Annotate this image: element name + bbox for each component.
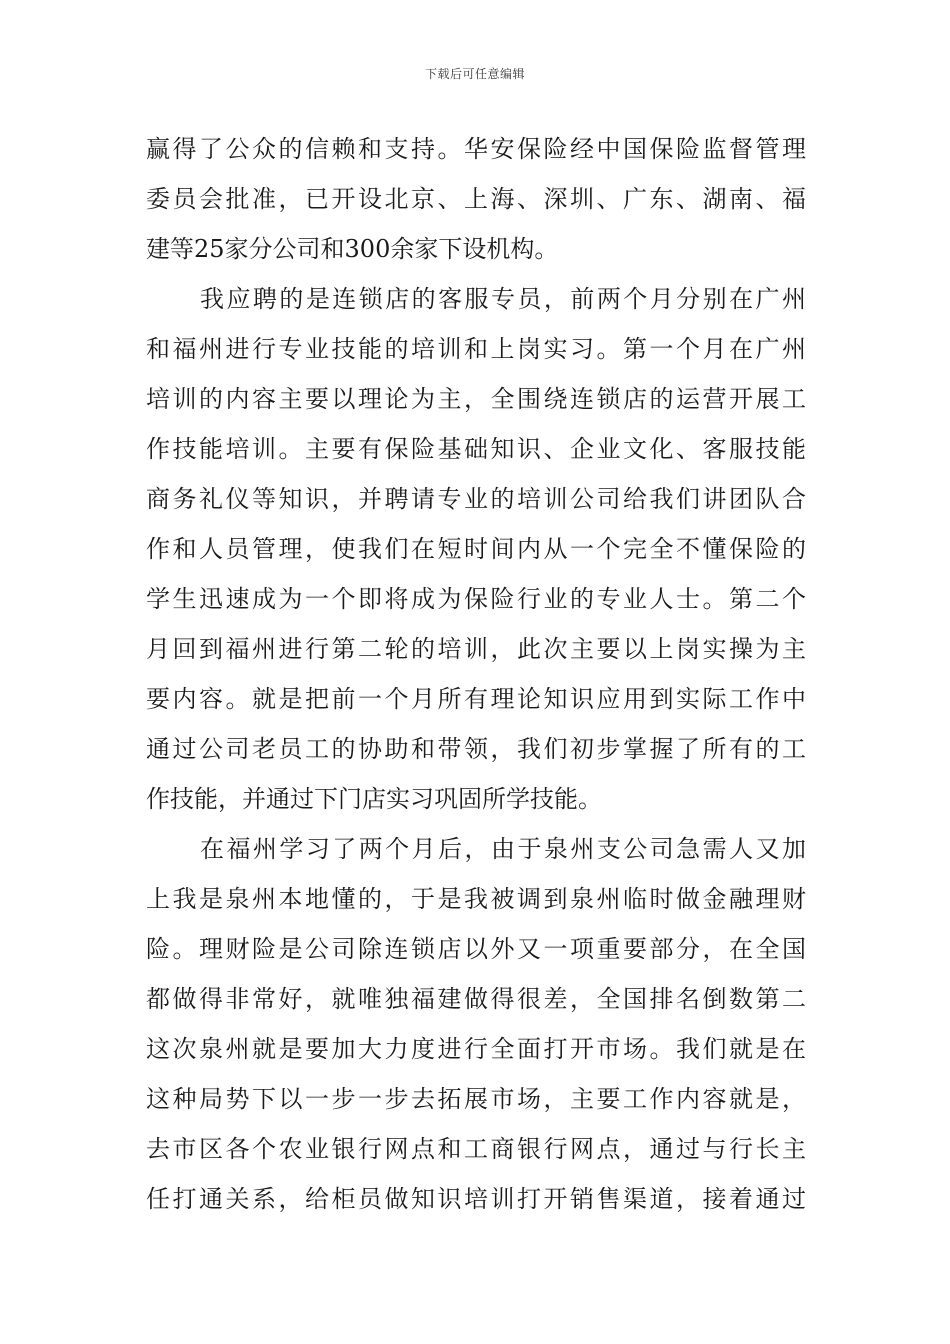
paragraph-2-line-11: 作技能，并通过下门店实习巩固所学技能。 bbox=[146, 785, 602, 813]
page-header-note: 下载后可任意编辑 bbox=[424, 67, 525, 81]
paragraph-2-line-9: 要内容。就是把前一个月所有理论知识应用到实际工作中 bbox=[146, 685, 806, 713]
paragraph-2-line-8: 月回到福州进行第二轮的培训，此次主要以上岗实操为主 bbox=[146, 635, 806, 663]
paragraph-3-line-8: 任打通关系，给柜员做知识培训打开销售渠道，接着通过 bbox=[146, 1185, 806, 1213]
paragraph-2-line-7: 学生迅速成为一个即将成为保险行业的专业人士。第二个 bbox=[146, 585, 806, 613]
paragraph-3-line-7: 去市区各个农业银行网点和工商银行网点，通过与行长主 bbox=[146, 1135, 806, 1163]
paragraph-2-line-4: 作技能培训。主要有保险基础知识、企业文化、客服技能 bbox=[146, 435, 806, 463]
paragraph-1-line-2: 委员会批准，已开设北京、上海、深圳、广东、湖南、福 bbox=[146, 185, 806, 213]
document-body bbox=[146, 124, 806, 1224]
paragraph-3-line-5: 这次泉州就是要加大力度进行全面打开市场。我们就是在 bbox=[146, 1035, 806, 1063]
paragraph-3-line-1: 在福州学习了两个月后，由于泉州支公司急需人又加 bbox=[200, 835, 806, 863]
paragraph-2-line-6: 作和人员管理，使我们在短时间内从一个完全不懂保险的 bbox=[146, 535, 806, 563]
paragraph-2-line-5: 商务礼仪等知识，并聘请专业的培训公司给我们讲团队合 bbox=[146, 485, 806, 513]
paragraph-3-line-2: 上我是泉州本地懂的，于是我被调到泉州临时做金融理财 bbox=[146, 885, 806, 913]
paragraph-1-line-1: 赢得了公众的信赖和支持。华安保险经中国保险监督管理 bbox=[146, 135, 806, 163]
paragraph-2-line-10: 通过公司老员工的协助和带领，我们初步掌握了所有的工 bbox=[146, 735, 806, 763]
paragraph-1-line-3: 建等25家分公司和300余家下设机构。 bbox=[146, 235, 559, 263]
paragraph-3-line-4: 都做得非常好，就唯独福建做得很差，全国排名倒数第二 bbox=[146, 985, 806, 1013]
paragraph-2-line-2: 和福州进行专业技能的培训和上岗实习。第一个月在广州 bbox=[146, 335, 806, 363]
paragraph-2-line-3: 培训的内容主要以理论为主，全围绕连锁店的运营开展工 bbox=[146, 385, 806, 413]
paragraph-3-line-6: 这种局势下以一步一步去拓展市场，主要工作内容就是， bbox=[146, 1085, 806, 1113]
paragraph-3-line-3: 险。理财险是公司除连锁店以外又一项重要部分，在全国 bbox=[146, 935, 806, 963]
paragraph-2-line-1: 我应聘的是连锁店的客服专员，前两个月分别在广州 bbox=[200, 285, 806, 313]
